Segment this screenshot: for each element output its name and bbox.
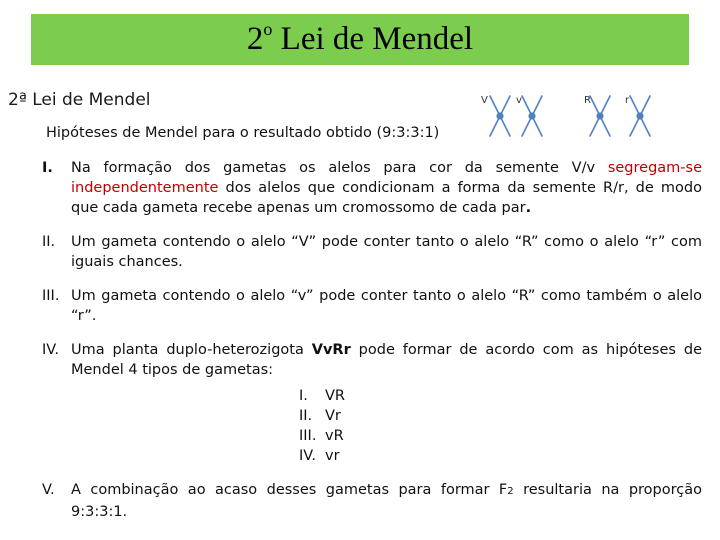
centromere-dot	[636, 112, 643, 119]
banner-title: 2$^o$ Lei de Mendel	[246, 19, 474, 57]
item-number: IV.	[42, 342, 59, 358]
item-number: III.	[42, 288, 60, 304]
highlight-text: segregam-se	[607, 160, 702, 176]
slide-subtitle: 2ª Lei de Mendel	[8, 90, 151, 110]
centromere-dot	[528, 112, 535, 119]
allele-label-V: V	[481, 95, 488, 106]
gamete-item: III. vR	[299, 428, 344, 444]
item-text: Um gameta contendo o alelo “v” pode conter tanto o alelo “R” como também o alelo “r”.	[71, 288, 702, 324]
list-item	[42, 480, 702, 522]
hypotheses-list	[42, 158, 702, 536]
list-item	[42, 232, 702, 272]
list-item	[42, 286, 702, 326]
centromere-dot	[496, 112, 503, 119]
item-text: Na formação dos gametas os alelos para cor da semente V/v segregam-se independentemente dos alelos que condicionam a forma da semente R/r, de modo que cada gameta recebe apenas um cromossomo de cada par.	[71, 160, 702, 216]
gamete-item: IV. vr	[299, 448, 340, 464]
title-banner	[31, 14, 689, 65]
item-text: Uma planta duplo-heterozigota VvRr pode formar de acordo com as hipóteses de Mendel 4 tipos de gametas: I. VR II. Vr III. vR IV. vr	[71, 342, 702, 464]
list-item	[42, 340, 702, 466]
list-item	[42, 158, 702, 218]
allele-label-v: v	[516, 95, 522, 106]
item-number: V.	[42, 482, 55, 498]
item-text: A combinação ao acaso desses gametas para formar F2 resultaria na proporção 9:3:3:1.	[71, 482, 703, 520]
hypotheses-title: Hipóteses de Mendel para o resultado obtido (9:3:3:1)	[46, 125, 440, 141]
allele-label-r: r	[625, 95, 630, 106]
chromosome-diagram	[470, 88, 700, 144]
gamete-item: I. VR	[299, 388, 345, 404]
centromere-dot	[596, 112, 603, 119]
gamete-item: II. Vr	[299, 408, 341, 424]
item-number: I.	[42, 160, 53, 176]
allele-label-R: R	[584, 95, 591, 106]
gamete-list	[299, 386, 702, 466]
item-text: Um gameta contendo o alelo “V” pode conter tanto o alelo “R” como o alelo “r” com iguais chances.	[71, 234, 702, 270]
highlight-text: independentemente	[71, 180, 219, 196]
item-number: II.	[42, 234, 56, 250]
